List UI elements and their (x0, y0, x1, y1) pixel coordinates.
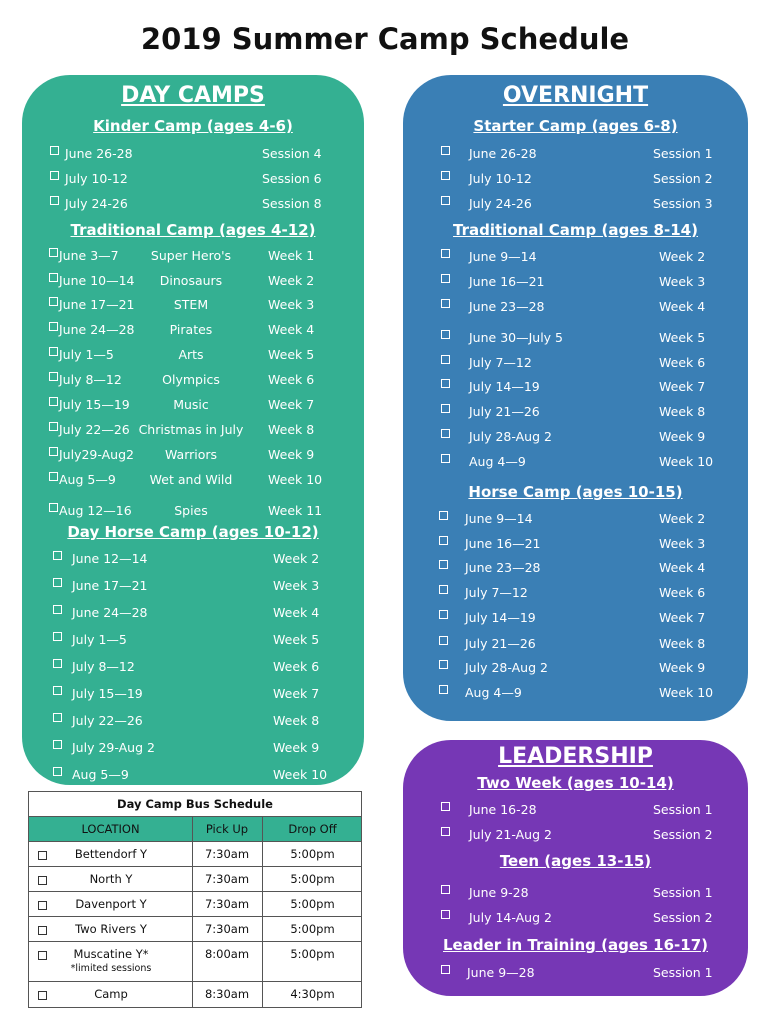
schedule-row (22, 472, 364, 490)
session-label: Session 1 (653, 802, 713, 817)
dates: July 14—19 (465, 610, 536, 625)
week-label: Week 10 (268, 472, 323, 487)
checkbox[interactable] (50, 171, 59, 180)
header-dropoff: Drop Off (288, 822, 337, 836)
dates: July 10-12 (469, 171, 532, 186)
schedule-row (22, 146, 364, 164)
checkbox[interactable] (441, 404, 450, 413)
session-label: Session 8 (262, 196, 322, 211)
checkbox[interactable] (441, 802, 450, 811)
schedule-row (403, 171, 748, 189)
dates: July 14-Aug 2 (469, 910, 552, 925)
overnight-traditional-heading: Traditional Camp (ages 8-14) (453, 221, 698, 239)
pickup-cell: 7:30am (204, 897, 250, 911)
schedule-row (403, 636, 748, 654)
checkbox[interactable] (53, 632, 62, 641)
dates: Aug 4—9 (469, 454, 526, 469)
dates: June 16—21 (469, 274, 545, 289)
location-cell: Davenport Y (75, 897, 147, 911)
schedule-row (22, 767, 364, 785)
checkbox[interactable] (439, 685, 448, 694)
day-horse-heading: Day Horse Camp (ages 10-12) (67, 523, 319, 541)
dates: June 23—28 (465, 560, 541, 575)
theme: Christmas in July (138, 422, 244, 437)
checkbox[interactable] (441, 196, 450, 205)
checkbox[interactable] (49, 297, 58, 306)
checkbox[interactable] (50, 196, 59, 205)
checkbox[interactable] (38, 991, 47, 1000)
location-note: *limited sessions (70, 963, 152, 974)
dates: July 22—26 (59, 422, 130, 437)
checkbox[interactable] (441, 885, 450, 894)
schedule-row (403, 560, 748, 578)
schedule-row (22, 659, 364, 677)
session-label: Session 1 (653, 965, 713, 980)
checkbox[interactable] (38, 876, 47, 885)
schedule-row (22, 422, 364, 440)
theme: Spies (174, 503, 208, 518)
dropoff-cell: 5:00pm (290, 872, 335, 886)
table-row (29, 842, 361, 867)
schedule-row (22, 686, 364, 704)
leadership-heading: LEADERSHIP (498, 744, 653, 769)
schedule-row (403, 885, 748, 903)
schedule-row (403, 355, 748, 373)
dates: June 16—21 (465, 536, 541, 551)
table-row (29, 982, 361, 1008)
dates: July 8—12 (59, 372, 122, 387)
checkbox[interactable] (441, 299, 450, 308)
leadership-panel (403, 740, 748, 996)
dates: Aug 5—9 (72, 767, 129, 782)
dates: July 14—19 (469, 379, 540, 394)
checkbox[interactable] (49, 422, 58, 431)
location-cell: Camp (94, 987, 128, 1001)
dates: July 15—19 (59, 397, 130, 412)
schedule-row (22, 551, 364, 569)
checkbox[interactable] (53, 578, 62, 587)
dates: June 9—14 (469, 249, 537, 264)
schedule-row (403, 454, 748, 472)
schedule-row (403, 585, 748, 603)
theme: Music (173, 397, 209, 412)
checkbox[interactable] (441, 249, 450, 258)
bus-schedule-table (28, 791, 362, 1008)
week-label: Week 6 (659, 585, 706, 600)
dates: July 24-26 (469, 196, 532, 211)
checkbox[interactable] (38, 951, 47, 960)
week-label: Week 6 (659, 355, 706, 370)
overnight-panel (403, 75, 748, 721)
schedule-row (403, 511, 748, 529)
dropoff-cell: 5:00pm (290, 897, 335, 911)
location-cell: Muscatine Y* (73, 947, 149, 961)
theme: Dinosaurs (159, 273, 223, 288)
schedule-row (403, 610, 748, 628)
week-label: Week 9 (273, 740, 320, 755)
checkbox[interactable] (439, 660, 448, 669)
checkbox[interactable] (38, 926, 47, 935)
day-camps-panel (22, 75, 364, 785)
checkbox[interactable] (49, 248, 58, 257)
bus-schedule-title: Day Camp Bus Schedule (29, 792, 361, 817)
theme: Warriors (164, 447, 218, 462)
session-label: Session 2 (653, 910, 713, 925)
checkbox[interactable] (49, 347, 58, 356)
schedule-row (22, 740, 364, 758)
dates: June 23—28 (469, 299, 545, 314)
location-cell: Two Rivers Y (75, 922, 147, 936)
dates: July 28-Aug 2 (469, 429, 552, 444)
checkbox[interactable] (441, 454, 450, 463)
checkbox[interactable] (53, 605, 62, 614)
theme: Olympics (162, 372, 220, 387)
week-label: Week 3 (659, 536, 706, 551)
schedule-row (403, 536, 748, 554)
week-label: Week 1 (268, 248, 315, 263)
checkbox[interactable] (38, 851, 47, 860)
checkbox[interactable] (49, 447, 58, 456)
week-label: Week 9 (659, 429, 706, 444)
schedule-row (22, 322, 364, 340)
week-label: Week 7 (659, 610, 706, 625)
dates: July29-Aug2 (59, 447, 134, 462)
dates: Aug 5—9 (59, 472, 116, 487)
theme: Pirates (169, 322, 213, 337)
dates: July 24-26 (65, 196, 128, 211)
schedule-row (22, 605, 364, 623)
schedule-row (22, 273, 364, 291)
dates: July 7—12 (465, 585, 528, 600)
week-label: Week 5 (659, 330, 706, 345)
week-label: Week 7 (659, 379, 706, 394)
session-label: Session 1 (653, 885, 713, 900)
checkbox[interactable] (439, 536, 448, 545)
column-divider (262, 817, 263, 1007)
week-label: Week 4 (659, 560, 706, 575)
week-label: Week 8 (268, 422, 315, 437)
schedule-row (22, 578, 364, 596)
schedule-row (22, 248, 364, 266)
dates: July 8—12 (72, 659, 135, 674)
dates: June 26-28 (65, 146, 133, 161)
dates: June 3—7 (59, 248, 119, 263)
dropoff-cell: 5:00pm (290, 947, 335, 961)
horse-camp-heading: Horse Camp (ages 10-15) (468, 483, 683, 501)
schedule-row (403, 685, 748, 703)
schedule-row (22, 713, 364, 731)
week-label: Week 6 (268, 372, 315, 387)
pickup-cell: 8:00am (204, 947, 250, 961)
schedule-row (403, 249, 748, 267)
teen-heading: Teen (ages 13-15) (499, 852, 652, 870)
checkbox[interactable] (441, 910, 450, 919)
location-cell: North Y (89, 872, 133, 886)
location-cell: Bettendorf Y (74, 847, 148, 861)
week-label: Week 4 (273, 605, 320, 620)
checkbox[interactable] (441, 355, 450, 364)
page-title: 2019 Summer Camp Schedule (140, 22, 630, 56)
theme: Wet and Wild (149, 472, 233, 487)
week-label: Week 10 (659, 454, 714, 469)
header-pickup: Pick Up (205, 822, 249, 836)
checkbox[interactable] (49, 503, 58, 512)
dates: June 26-28 (469, 146, 537, 161)
week-label: Week 4 (268, 322, 315, 337)
session-label: Session 2 (653, 827, 713, 842)
checkbox[interactable] (441, 171, 450, 180)
schedule-row (22, 171, 364, 189)
checkbox[interactable] (441, 330, 450, 339)
schedule-row (403, 404, 748, 422)
dates: June 17—21 (59, 297, 135, 312)
schedule-row (22, 632, 364, 650)
schedule-row (403, 274, 748, 292)
checkbox[interactable] (53, 713, 62, 722)
week-label: Week 2 (659, 511, 706, 526)
schedule-row (22, 297, 364, 315)
checkbox[interactable] (441, 274, 450, 283)
week-label: Week 3 (273, 578, 320, 593)
schedule-row (403, 965, 748, 983)
dates: June 24—28 (59, 322, 135, 337)
bus-table-header (29, 817, 361, 842)
checkbox[interactable] (53, 551, 62, 560)
dates: July 10-12 (65, 171, 128, 186)
dates: July 1—5 (72, 632, 127, 647)
column-divider (192, 817, 193, 1007)
session-label: Session 4 (262, 146, 322, 161)
pickup-cell: 7:30am (204, 872, 250, 886)
dropoff-cell: 5:00pm (290, 922, 335, 936)
schedule-row (403, 330, 748, 348)
schedule-row (403, 910, 748, 928)
session-label: Session 6 (262, 171, 322, 186)
schedule-row (403, 379, 748, 397)
dates: July 7—12 (469, 355, 532, 370)
schedule-row (403, 146, 748, 164)
pickup-cell: 7:30am (204, 922, 250, 936)
schedule-row (22, 347, 364, 365)
session-label: Session 1 (653, 146, 713, 161)
checkbox[interactable] (53, 659, 62, 668)
dates: June 16-28 (469, 802, 537, 817)
dates: June 17—21 (72, 578, 148, 593)
checkbox[interactable] (439, 585, 448, 594)
header-location: LOCATION (81, 822, 140, 836)
dates: Aug 4—9 (465, 685, 522, 700)
schedule-row (403, 196, 748, 214)
dates: July 29-Aug 2 (72, 740, 155, 755)
schedule-row (22, 196, 364, 214)
dropoff-cell: 4:30pm (290, 987, 335, 1001)
week-label: Week 7 (273, 686, 320, 701)
dates: June 24—28 (72, 605, 148, 620)
dates: Aug 12—16 (59, 503, 132, 518)
checkbox[interactable] (53, 686, 62, 695)
checkbox[interactable] (441, 827, 450, 836)
schedule-row (403, 802, 748, 820)
week-label: Week 4 (659, 299, 706, 314)
checkbox[interactable] (53, 740, 62, 749)
starter-camp-heading: Starter Camp (ages 6-8) (473, 117, 678, 135)
schedule-row (22, 503, 364, 521)
table-row (29, 917, 361, 942)
pickup-cell: 7:30am (204, 847, 250, 861)
session-label: Session 3 (653, 196, 713, 211)
overnight-heading: OVERNIGHT (502, 83, 649, 108)
session-label: Session 2 (653, 171, 713, 186)
schedule-row (22, 372, 364, 390)
schedule-row (403, 299, 748, 317)
checkbox[interactable] (441, 965, 450, 974)
dates: June 10—14 (59, 273, 135, 288)
week-label: Week 8 (273, 713, 320, 728)
checkbox[interactable] (441, 429, 450, 438)
checkbox[interactable] (49, 397, 58, 406)
week-label: Week 2 (268, 273, 315, 288)
dates: June 30—July 5 (469, 330, 564, 345)
dates: June 9—14 (465, 511, 533, 526)
checkbox[interactable] (53, 767, 62, 776)
schedule-row (403, 429, 748, 447)
pickup-cell: 8:30am (204, 987, 250, 1001)
checkbox[interactable] (441, 146, 450, 155)
schedule-row (403, 660, 748, 678)
dropoff-cell: 5:00pm (290, 847, 335, 861)
lit-heading: Leader in Training (ages 16-17) (443, 936, 708, 954)
week-label: Week 8 (659, 404, 706, 419)
checkbox[interactable] (49, 322, 58, 331)
checkbox[interactable] (441, 379, 450, 388)
dates: June 12—14 (72, 551, 148, 566)
checkbox[interactable] (50, 146, 59, 155)
two-week-heading: Two Week (ages 10-14) (477, 774, 674, 792)
theme: Super Hero's (150, 248, 232, 263)
week-label: Week 2 (273, 551, 320, 566)
table-row (29, 942, 361, 982)
week-label: Week 10 (659, 685, 714, 700)
schedule-row (22, 397, 364, 415)
checkbox[interactable] (439, 610, 448, 619)
week-label: Week 11 (268, 503, 323, 518)
week-label: Week 3 (659, 274, 706, 289)
schedule-row (403, 827, 748, 845)
dates: June 9-28 (469, 885, 529, 900)
week-label: Week 9 (268, 447, 315, 462)
dates: June 9—28 (467, 965, 535, 980)
week-label: Week 7 (268, 397, 315, 412)
checkbox[interactable] (49, 372, 58, 381)
week-label: Week 3 (268, 297, 315, 312)
day-camps-heading: DAY CAMPS (121, 83, 265, 108)
dates: July 21-Aug 2 (469, 827, 552, 842)
dates: July 21—26 (465, 636, 536, 651)
table-row (29, 892, 361, 917)
week-label: Week 2 (659, 249, 706, 264)
kinder-camp-heading: Kinder Camp (ages 4-6) (93, 117, 293, 135)
week-label: Week 10 (273, 767, 328, 782)
checkbox[interactable] (49, 472, 58, 481)
week-label: Week 9 (659, 660, 706, 675)
dates: July 21—26 (469, 404, 540, 419)
day-traditional-heading: Traditional Camp (ages 4-12) (70, 221, 316, 239)
table-row (29, 867, 361, 892)
dates: July 15—19 (72, 686, 143, 701)
checkbox[interactable] (38, 901, 47, 910)
dates: July 1—5 (59, 347, 114, 362)
checkbox[interactable] (439, 560, 448, 569)
dates: July 28-Aug 2 (465, 660, 548, 675)
theme: STEM (173, 297, 209, 312)
week-label: Week 5 (268, 347, 315, 362)
checkbox[interactable] (439, 511, 448, 520)
checkbox[interactable] (439, 636, 448, 645)
week-label: Week 5 (273, 632, 320, 647)
week-label: Week 6 (273, 659, 320, 674)
theme: Arts (178, 347, 204, 362)
week-label: Week 8 (659, 636, 706, 651)
schedule-row (22, 447, 364, 465)
dates: July 22—26 (72, 713, 143, 728)
checkbox[interactable] (49, 273, 58, 282)
